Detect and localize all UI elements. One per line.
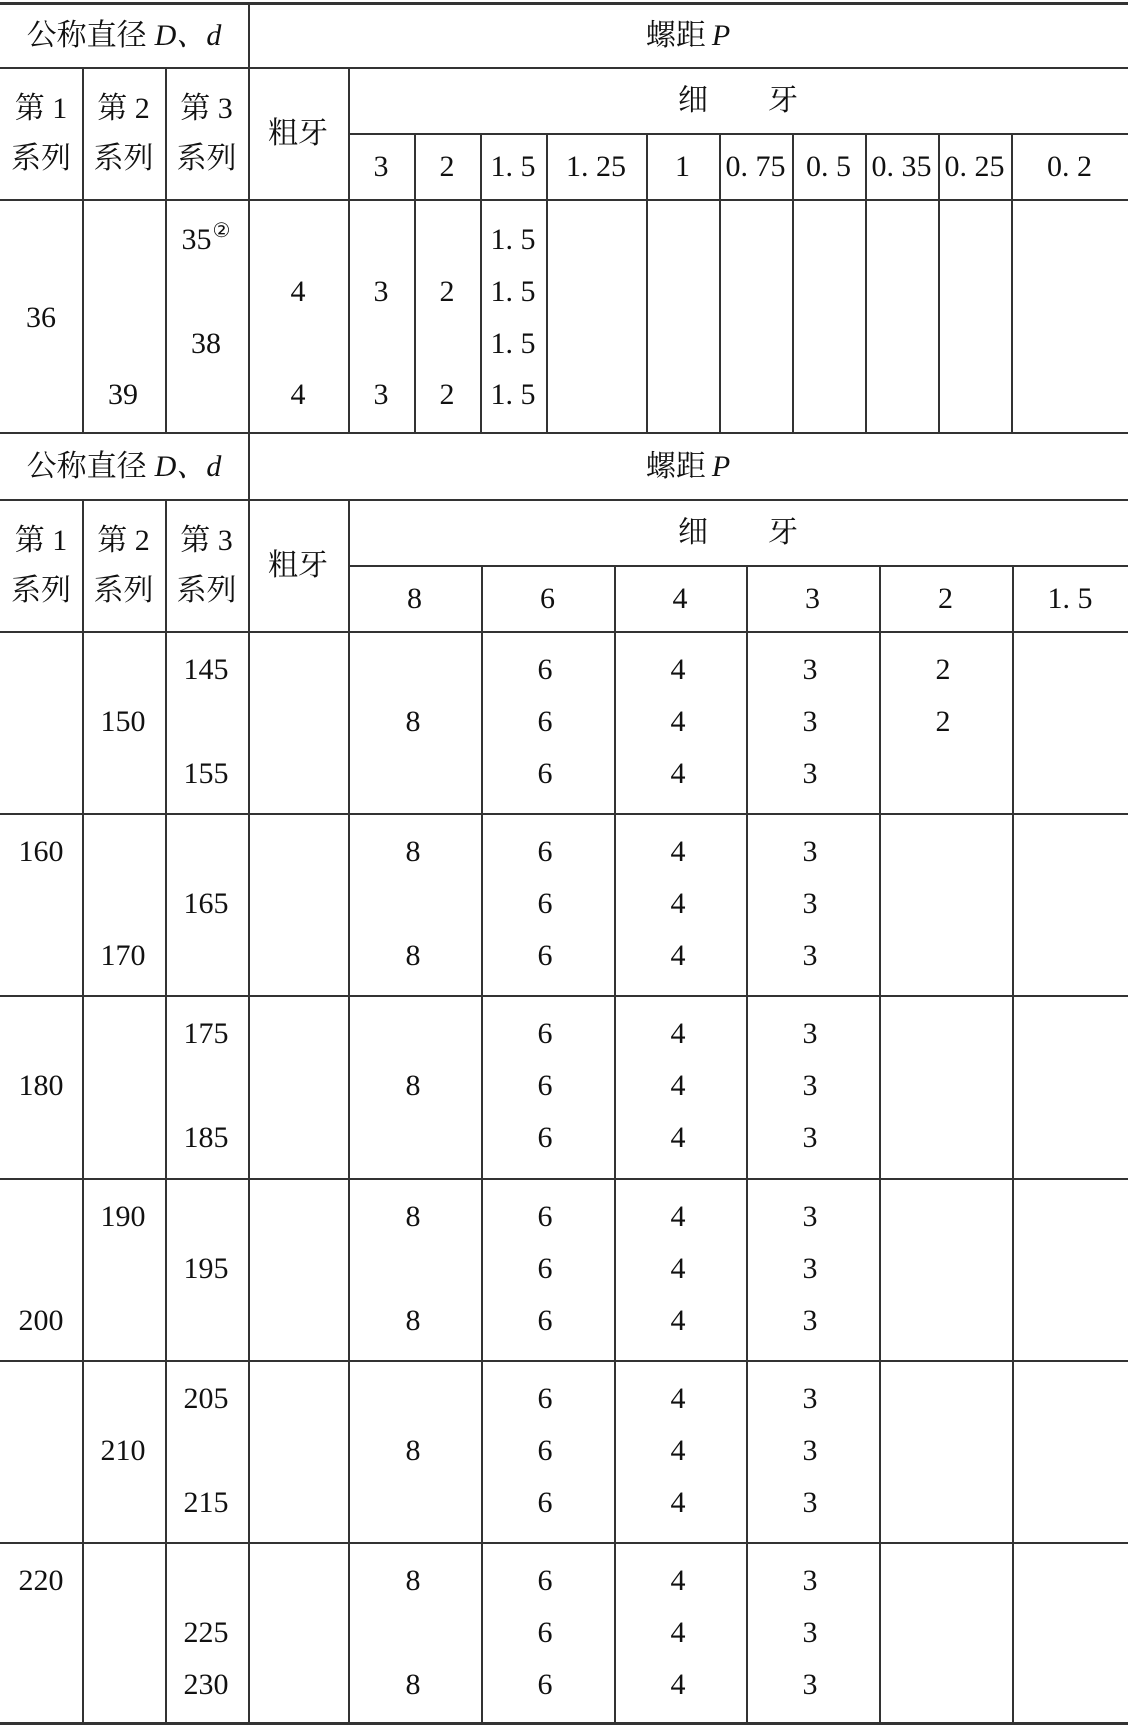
fine-col-header: 2	[938, 582, 953, 615]
rule	[348, 565, 1128, 567]
table2-cell-fine: 6	[537, 939, 553, 972]
table2-cell-fine: 6	[537, 653, 553, 686]
table2-cell-fine: 3	[802, 1564, 818, 1597]
table2-cell-fine: 4	[670, 705, 686, 738]
table2-cell-fine: 6	[537, 1564, 553, 1597]
table2-cell-fine: 6	[537, 1200, 553, 1233]
header-series-3-line2: 系列	[176, 142, 237, 175]
table2-cell-fine: 4	[670, 1434, 686, 1467]
table2-cell-fine: 3	[802, 705, 818, 738]
table2-cell-fine: 3	[802, 1069, 818, 1102]
table2-cell-fine: 6	[537, 1616, 553, 1649]
table2-cell-fine: 4	[670, 1382, 686, 1415]
header-series-1-line2: 系列	[11, 574, 71, 607]
table2-cell-fine: 4	[670, 1304, 686, 1337]
fine-col-header: 1	[675, 150, 690, 183]
table2-cell-fine: 8	[405, 835, 421, 868]
table2-cell-fine: 4	[670, 835, 686, 868]
fine-col-header: 1. 25	[566, 150, 626, 183]
rule	[546, 133, 548, 433]
table1-cell-fine-1-5: 1. 5	[490, 275, 536, 308]
rule	[348, 67, 350, 433]
fine-col-header: 0. 25	[944, 150, 1005, 183]
table1-cell-fine-1-5: 1. 5	[490, 378, 536, 411]
fine-col-header: 6	[540, 582, 555, 615]
rule	[82, 499, 84, 1723]
table1-cell-coarse: 4	[290, 378, 306, 411]
footnote-marker: ②	[212, 220, 231, 242]
table2-cell-fine: 6	[537, 1304, 553, 1337]
fine-col-header: 3	[373, 150, 389, 183]
table2-cell-series-3: 205	[183, 1382, 229, 1415]
rule	[0, 995, 1128, 997]
table2-cell-fine: 3	[802, 887, 818, 920]
rule	[0, 1360, 1128, 1362]
rule	[165, 67, 167, 433]
rule	[0, 499, 1128, 501]
table2-cell-fine: 8	[405, 1200, 421, 1233]
table2-cell-fine: 6	[537, 1121, 553, 1154]
rule	[0, 631, 1128, 633]
table2-cell-series-3: 165	[183, 887, 229, 920]
header-fine-label: 细 牙	[678, 516, 798, 549]
table2-cell-series-3: 215	[183, 1486, 229, 1519]
table2-cell-fine: 4	[670, 757, 686, 790]
table2-cell-fine: 4	[670, 1252, 686, 1285]
rule	[481, 565, 483, 1723]
header-pitch-label: 螺距	[645, 450, 706, 483]
rule	[614, 565, 616, 1723]
rule	[348, 499, 350, 1723]
table2-cell-series-1: 220	[18, 1564, 64, 1597]
rule	[82, 67, 84, 433]
rule	[248, 2, 250, 433]
table2-cell-fine: 3	[802, 835, 818, 868]
table2-cell-fine: 4	[670, 1121, 686, 1154]
table1-cell-fine-3: 3	[373, 378, 389, 411]
fine-col-header: 0. 5	[806, 150, 851, 183]
fine-col-header: 4	[672, 582, 688, 615]
table2-cell-fine: 8	[405, 1434, 421, 1467]
rule	[879, 565, 881, 1723]
table2-cell-fine: 4	[670, 939, 686, 972]
header-nominal-diameter-symbols: D、d	[154, 450, 222, 483]
rule	[480, 133, 482, 433]
fine-col-header: 1. 5	[490, 150, 536, 183]
table2-cell-series-3: 185	[183, 1121, 229, 1154]
header-series-2-line1: 第 2	[97, 524, 150, 557]
rule	[865, 133, 867, 433]
header-pitch-label: 螺距	[645, 19, 706, 52]
table2-cell-fine: 8	[405, 1668, 421, 1701]
table2-cell-fine: 2	[935, 705, 951, 738]
rule	[719, 133, 721, 433]
table1-cell-series-1: 36	[26, 301, 56, 334]
table2-cell-fine: 3	[802, 757, 818, 790]
fine-col-header: 0. 2	[1047, 150, 1092, 183]
fine-col-header: 1. 5	[1047, 582, 1093, 615]
header-coarse-label: 粗牙	[268, 549, 328, 582]
table2-cell-fine: 3	[802, 1200, 818, 1233]
header-series-3-line2: 系列	[176, 574, 237, 607]
header-series-2-line2: 系列	[93, 142, 154, 175]
table2-cell-series-2: 150	[100, 705, 146, 738]
header-nominal-diameter-symbols: D、d	[154, 19, 222, 52]
table2-cell-fine: 3	[802, 1017, 818, 1050]
rule	[0, 67, 1128, 69]
table2-cell-fine: 8	[405, 939, 421, 972]
table2-cell-fine: 4	[670, 1069, 686, 1102]
table2-cell-fine: 6	[537, 835, 553, 868]
header-fine-label: 细 牙	[678, 84, 798, 117]
rule	[1012, 565, 1014, 1723]
table2-cell-fine: 4	[670, 1668, 686, 1701]
table1-cell-series-3: 38	[191, 327, 221, 360]
table2-cell-series-2: 210	[100, 1434, 146, 1467]
table2-cell-series-1: 160	[18, 835, 64, 868]
rule-bottom	[0, 1722, 1128, 1725]
table1-cell-series-2: 39	[108, 378, 138, 411]
rule	[1011, 133, 1013, 433]
table2-cell-series-3: 230	[183, 1668, 229, 1701]
table2-cell-fine: 8	[405, 705, 421, 738]
table1-cell-fine-2: 2	[439, 275, 455, 308]
table2-cell-fine: 3	[802, 1252, 818, 1285]
table2-cell-fine: 4	[670, 887, 686, 920]
table2-cell-fine: 3	[802, 1616, 818, 1649]
header-series-1-line1: 第 1	[14, 92, 68, 125]
header-coarse-label: 粗牙	[268, 117, 328, 150]
rule	[0, 432, 1128, 434]
table2-cell-fine: 6	[537, 1382, 553, 1415]
header-series-3-line1: 第 3	[180, 524, 233, 557]
table2-cell-fine: 3	[802, 1121, 818, 1154]
table2-cell-series-3: 175	[183, 1017, 229, 1050]
table2-cell-fine: 8	[405, 1564, 421, 1597]
header-pitch-symbol: P	[711, 450, 731, 483]
table2-cell-fine: 4	[670, 653, 686, 686]
table2-cell-fine: 6	[537, 887, 553, 920]
table1-cell-fine-1-5: 1. 5	[490, 327, 536, 360]
header-pitch-symbol: P	[711, 19, 731, 52]
table2-cell-fine: 8	[405, 1069, 421, 1102]
table2-cell-fine: 6	[537, 757, 553, 790]
header-nominal-diameter-label: 公称直径	[26, 450, 147, 483]
rule	[248, 433, 250, 1723]
table2-cell-fine: 4	[670, 1200, 686, 1233]
table1-cell-series-3-value: 35	[181, 223, 212, 256]
header-series-3-line1: 第 3	[180, 92, 233, 125]
table1-cell-coarse: 4	[290, 275, 306, 308]
table2-cell-series-3: 145	[183, 653, 229, 686]
rule-top	[0, 2, 1128, 5]
rule	[746, 565, 748, 1723]
table2-cell-fine: 4	[670, 1564, 686, 1597]
table2-cell-series-3: 155	[183, 757, 229, 790]
fine-col-header: 0. 35	[871, 150, 932, 183]
table2-cell-fine: 3	[802, 653, 818, 686]
table2-cell-fine: 6	[537, 1668, 553, 1701]
header-series-1-line2: 系列	[11, 142, 71, 175]
table2-cell-fine: 3	[802, 939, 818, 972]
rule	[792, 133, 794, 433]
table2-cell-series-1: 200	[18, 1304, 64, 1337]
table2-cell-fine: 8	[405, 1304, 421, 1337]
table1-cell-fine-3: 3	[373, 275, 389, 308]
rule	[414, 133, 416, 433]
table2-cell-fine: 4	[670, 1486, 686, 1519]
table2-cell-fine: 6	[537, 1069, 553, 1102]
table2-cell-fine: 6	[537, 1486, 553, 1519]
table2-cell-fine: 6	[537, 1434, 553, 1467]
table2-cell-series-2: 170	[100, 939, 146, 972]
rule	[646, 133, 648, 433]
rule	[0, 1178, 1128, 1180]
fine-col-header: 3	[805, 582, 820, 615]
table1-cell-fine-1-5: 1. 5	[490, 223, 536, 256]
table2-cell-fine: 2	[935, 653, 951, 686]
table2-cell-fine: 3	[802, 1668, 818, 1701]
table2-cell-fine: 6	[537, 1017, 553, 1050]
table2-cell-series-2: 190	[100, 1200, 146, 1233]
header-series-1-line1: 第 1	[14, 524, 68, 557]
table2-cell-fine: 3	[802, 1486, 818, 1519]
rule	[0, 199, 1128, 201]
table2-cell-fine: 3	[802, 1434, 818, 1467]
table2-cell-series-3: 195	[183, 1252, 229, 1285]
rule	[938, 133, 940, 433]
table2-cell-series-3: 225	[183, 1616, 229, 1649]
table2-cell-fine: 4	[670, 1616, 686, 1649]
table2-cell-fine: 6	[537, 705, 553, 738]
rule	[165, 499, 167, 1723]
fine-col-header: 2	[439, 150, 455, 183]
fine-col-header: 0. 75	[725, 150, 786, 183]
header-series-2-line1: 第 2	[97, 92, 150, 125]
fine-col-header: 8	[407, 582, 422, 615]
table2-cell-fine: 4	[670, 1017, 686, 1050]
rule	[0, 813, 1128, 815]
header-series-2-line2: 系列	[93, 574, 154, 607]
header-nominal-diameter-label: 公称直径	[26, 19, 147, 52]
table2-cell-fine: 3	[802, 1304, 818, 1337]
table2-cell-fine: 6	[537, 1252, 553, 1285]
table1-cell-fine-2: 2	[439, 378, 455, 411]
table2-cell-series-1: 180	[18, 1069, 64, 1102]
table2-cell-fine: 3	[802, 1382, 818, 1415]
rule	[0, 1542, 1128, 1544]
